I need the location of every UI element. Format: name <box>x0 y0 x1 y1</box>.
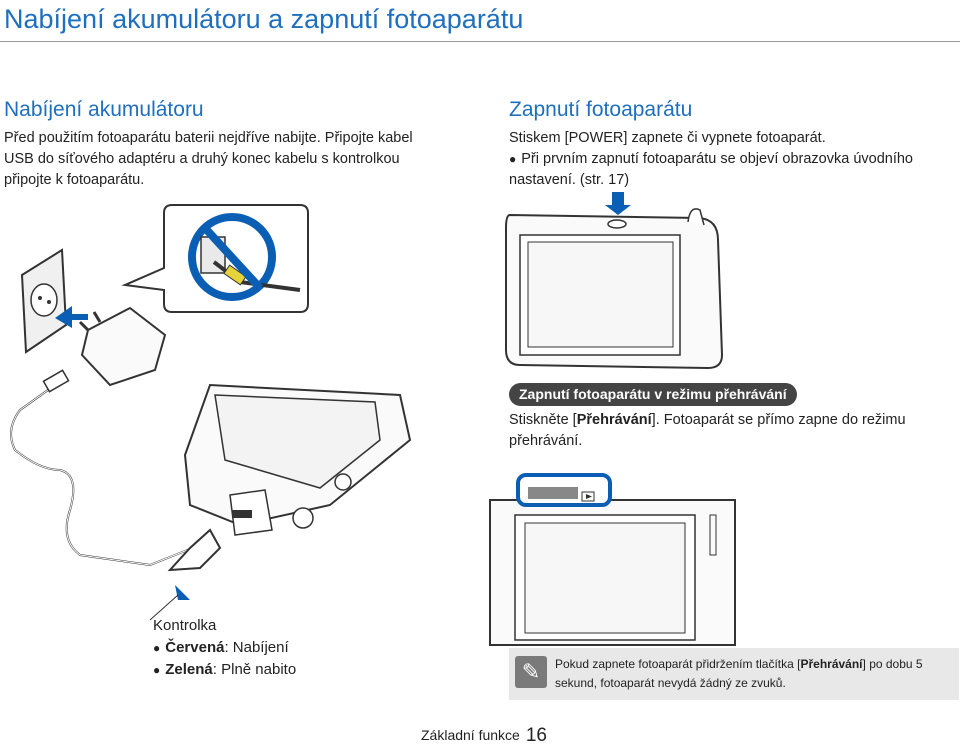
indicator-item-red <box>153 637 296 660</box>
wall-socket <box>22 250 88 352</box>
camera-back-view <box>185 385 410 535</box>
note-suffix: ] po dobu 5 sekund, fotoaparát nevydá žádný ze zvuků. <box>555 657 923 690</box>
playback-prefix: Stiskněte [ <box>509 412 577 428</box>
power-button <box>608 220 626 228</box>
power-suffix: ] zapnete či vypnete fotoaparát. <box>623 130 826 146</box>
indicator-red-label: Červená <box>165 638 225 656</box>
warning-callout <box>125 205 308 312</box>
indicator-legend <box>153 615 296 682</box>
indicator-item-green <box>153 659 296 682</box>
page-title: Nabíjení akumulátoru a zapnutí fotoaparátu <box>4 4 524 34</box>
pencil-note-icon: ✎ <box>515 656 547 688</box>
playback-button-label: Přehrávání <box>576 412 652 428</box>
page-footer <box>421 725 547 747</box>
power-on-heading: Zapnutí fotoaparátu <box>509 98 693 121</box>
camera-front-view <box>506 192 722 368</box>
page-number: 16 <box>525 725 547 746</box>
usb-plug <box>43 370 68 391</box>
note-text <box>555 655 955 693</box>
indicator-green-label: Zelená <box>165 661 213 678</box>
footer-section: Základní funkce <box>421 727 520 743</box>
indicator-title: Kontrolka <box>153 617 217 634</box>
camera-connector <box>170 530 220 570</box>
power-button-label: POWER <box>568 130 624 146</box>
charging-heading: Nabíjení akumulátoru <box>4 98 204 121</box>
power-adapter <box>80 308 165 385</box>
power-on-bullet-text: Při prvním zapnutí fotoaparátu se objeví obrazovka úvodního nastavení. (str. 17) <box>509 151 913 188</box>
power-prefix: Stiskem [ <box>509 130 569 146</box>
playback-suffix: ]. Fotoaparát se přímo zapne do režimu přehrávání. <box>509 412 906 449</box>
charging-text: Před použitím fotoaparátu baterii nejdříve nabijte. Připojte kabel USB do síťového adaptéru a druhý konec kabelu s kontrolkou připojte k fotoaparátu. <box>4 130 413 188</box>
note-button-label: Přehrávání <box>800 657 863 671</box>
pointer-arrow-icon <box>605 205 631 215</box>
camera-playback-view <box>490 475 735 645</box>
playback-badge: Zapnutí fotoaparátu v režimu přehrávání <box>509 383 797 406</box>
note-prefix: Pokud zapnete fotoaparát přidržením tlačítka [ <box>555 657 801 671</box>
indicator-red-desc: : Nabíjení <box>224 638 289 656</box>
playback-text <box>509 410 959 452</box>
indicator-green-desc: : Plně nabito <box>212 661 297 678</box>
